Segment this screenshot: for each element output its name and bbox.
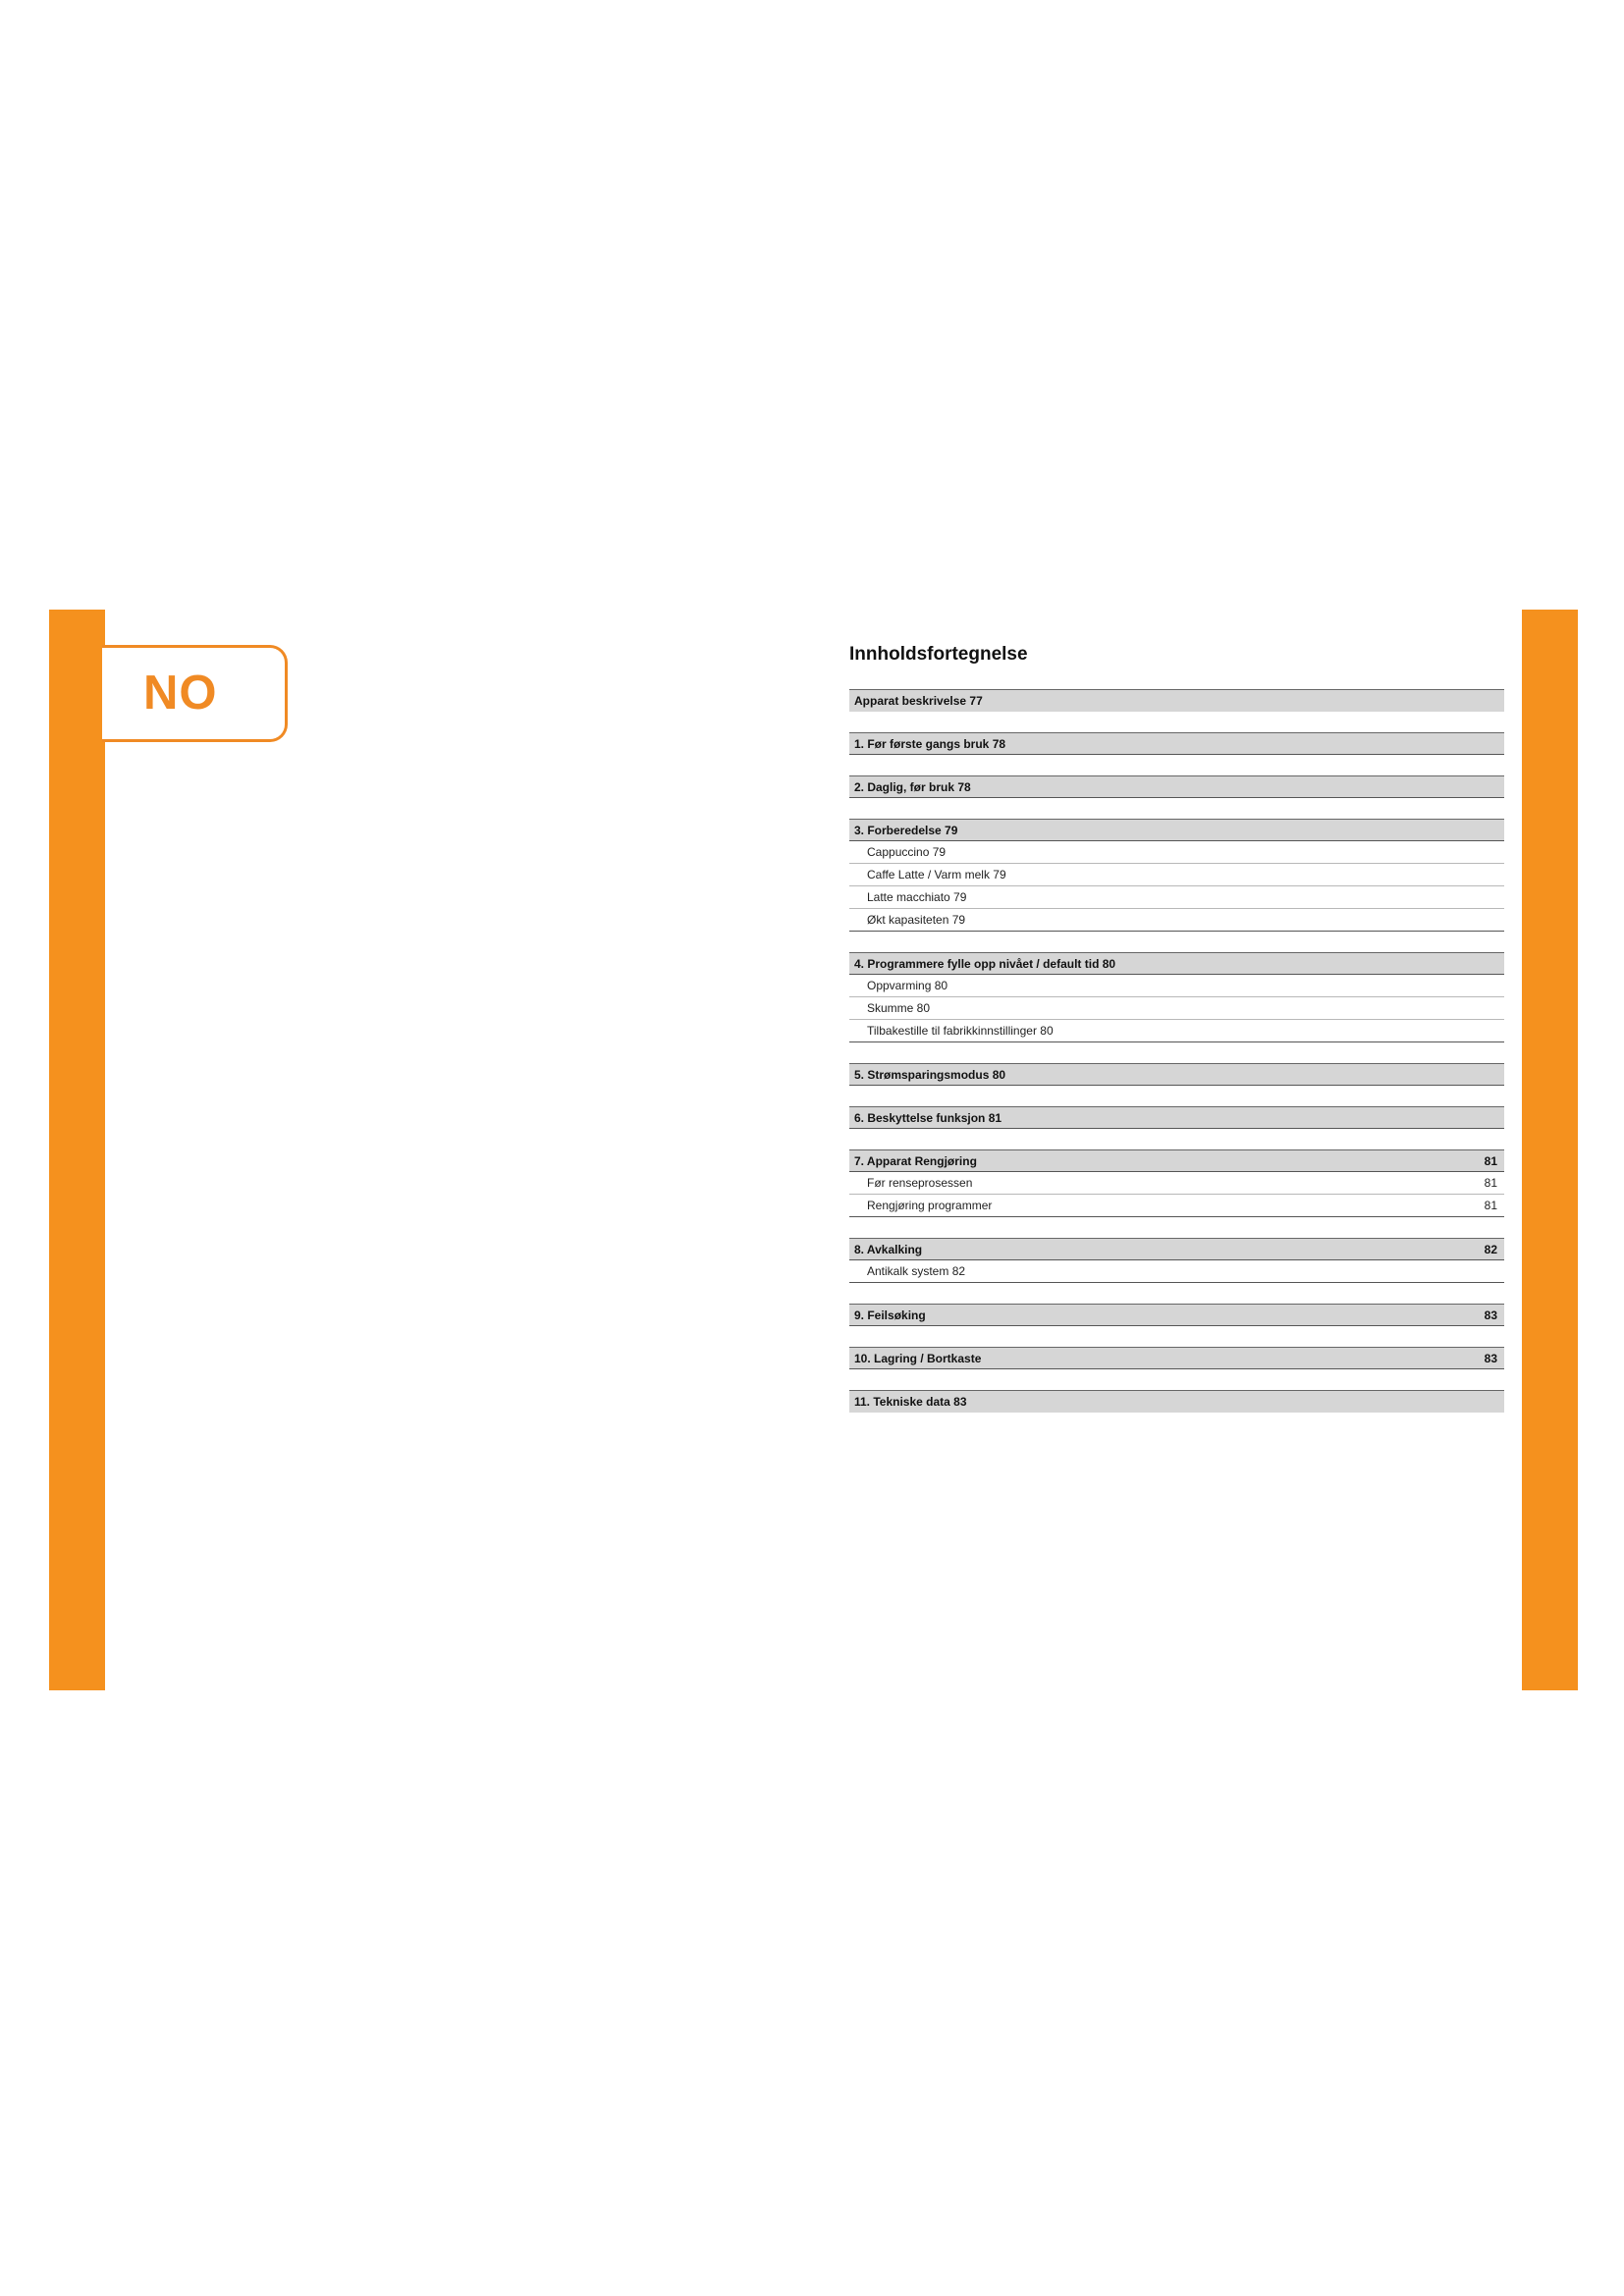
- language-tab: [102, 645, 288, 742]
- toc-subitem[interactable]: Tilbakestille til fabrikkinnstillinger 80: [849, 1020, 1504, 1042]
- toc-section: [849, 1149, 1504, 1217]
- toc-heading[interactable]: Apparat beskrivelse 77: [849, 689, 1504, 712]
- right-sidebar: [1522, 610, 1578, 2267]
- toc-subitem[interactable]: Økt kapasiteten 79: [849, 909, 1504, 932]
- toc-section: [849, 1347, 1504, 1369]
- toc-heading[interactable]: 6. Beskyttelse funksjon 81: [849, 1106, 1504, 1129]
- language-label: NO: [143, 667, 218, 720]
- toc-subitem[interactable]: Antikalk system 82: [849, 1260, 1504, 1283]
- left-sidebar: [49, 610, 105, 2267]
- language-badge: NO: [1530, 2211, 1572, 2236]
- toc-heading[interactable]: 3. Forberedelse 79: [849, 819, 1504, 841]
- toc-section: [849, 1304, 1504, 1326]
- toc-subitem[interactable]: Caffe Latte / Varm melk 79: [849, 864, 1504, 886]
- toc-heading[interactable]: 10. Lagring / Bortkaste 83: [849, 1347, 1504, 1369]
- toc-section: [849, 1106, 1504, 1129]
- toc-heading[interactable]: 2. Daglig, før bruk 78: [849, 775, 1504, 798]
- toc-heading[interactable]: 4. Programmere fylle opp nivået / default tid 80: [849, 952, 1504, 975]
- table-of-contents: [849, 640, 1504, 1413]
- toc-title: Innholdsfortegnelse: [849, 644, 1028, 665]
- toc-heading[interactable]: 7. Apparat Rengjøring 81: [849, 1149, 1504, 1172]
- toc-subitem[interactable]: Før renseprosessen 81: [849, 1172, 1504, 1195]
- toc-heading[interactable]: 9. Feilsøking 83: [849, 1304, 1504, 1326]
- toc-subitem[interactable]: Latte macchiato 79: [849, 886, 1504, 909]
- toc-subitem[interactable]: Rengjøring programmer 81: [849, 1195, 1504, 1217]
- toc-section: [849, 1063, 1504, 1086]
- toc-subitem[interactable]: Cappuccino 79: [849, 841, 1504, 864]
- toc-section: [849, 1238, 1504, 1283]
- toc-section: [849, 819, 1504, 932]
- language-badge: NO: [54, 2211, 96, 2236]
- toc-section: [849, 1390, 1504, 1413]
- toc-heading[interactable]: 1. Før første gangs bruk 78: [849, 732, 1504, 755]
- toc-heading[interactable]: 11. Tekniske data 83: [849, 1390, 1504, 1413]
- page-number: 75: [1543, 2253, 1557, 2267]
- toc-subitem[interactable]: Oppvarming 80: [849, 975, 1504, 997]
- page-number: 74: [70, 2253, 84, 2267]
- toc-heading[interactable]: 8. Avkalking 82: [849, 1238, 1504, 1260]
- toc-heading[interactable]: 5. Strømsparingsmodus 80: [849, 1063, 1504, 1086]
- toc-section: [849, 732, 1504, 755]
- toc-section: [849, 952, 1504, 1042]
- toc-subitem[interactable]: Skumme 80: [849, 997, 1504, 1020]
- toc-section: [849, 689, 1504, 712]
- toc-section: [849, 775, 1504, 798]
